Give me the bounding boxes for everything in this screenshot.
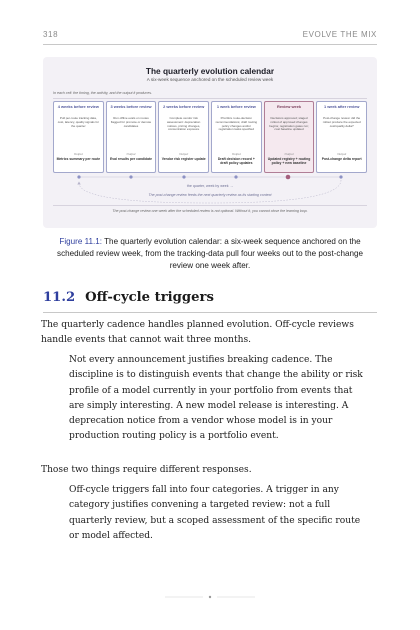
block-quote: Off-cycle triggers fall into four categories. A trigger in any category justifies convening a targeted review: not a full quarterly review, but a scoped assessment of the specific route or model affected. <box>69 485 361 541</box>
figure-footnote: The post-change review one week after the scheduled review is not optional. Without it, you cannot close the learning loop. <box>112 209 308 213</box>
step-timing: 4 weeks before review <box>57 104 99 109</box>
step-output: Updated registry + routing policy + new baseline <box>267 157 311 166</box>
timeline-dot-review <box>286 175 291 180</box>
figure-divider <box>53 205 367 206</box>
step-timing: 1 week after review <box>323 104 360 109</box>
block-quote: Not every announcement justifies breaking cadence. The discipline is to distinguish events that change the ability or risk profile of a model currently in your portfolio from events that are simply interesting. A new model release is interesting. A deprecation notice from a vendor whose model is in your production routing policy is a portfolio event. <box>69 355 363 442</box>
step-output: Vendor risk register update <box>161 157 206 161</box>
step-activity: Complete vendor risk assessment: deprecation notices, pricing changes, concentration exposure <box>167 116 201 132</box>
body-paragraph: Those two things require different responses. <box>41 465 252 475</box>
header-rule <box>43 44 377 45</box>
body-paragraph: The quarterly cadence handles planned evolution. Off-cycle reviews handle events that cannot wait three months. <box>41 320 354 346</box>
section-rule <box>43 312 377 313</box>
figure-title: The quarterly evolution calendar <box>145 66 275 76</box>
section-number: 11.2 <box>43 290 76 305</box>
timeline-dot <box>182 175 185 178</box>
end-ornament <box>165 594 255 600</box>
section-title: Off-cycle triggers <box>85 290 214 305</box>
step-activity: Post-change review: did the rollout produce the expected cost/quality delta? <box>322 116 361 128</box>
step-output: Eval results per candidate <box>109 157 153 161</box>
step-output-label: Output <box>337 152 347 156</box>
timeline-dot <box>234 175 237 178</box>
step-activity: Pull per-route tracking data, cost, latency, quality signals for the quarter <box>57 116 99 128</box>
step-timing: 3 weeks before review <box>110 104 152 109</box>
figure-label: Figure 11.1: <box>59 237 103 246</box>
caption-text: The quarterly evolution calendar: a six-week sequence anchored on the scheduled review week, from the tracking-data pull four weeks out to the post-change review one week after. <box>57 237 363 270</box>
step-activity: Run offline evals on routes flagged for promote or demote candidates <box>110 116 152 128</box>
step-timing: Review week <box>277 104 302 109</box>
step-output: Metrics summary per route <box>56 157 101 161</box>
step-output: Draft decision record + draft policy updates <box>217 157 255 166</box>
step-output-label: Output <box>284 152 294 156</box>
step-activity: Decisions approved; staged rollout of approved changes begins; registration gates run; cost baseline updated <box>269 116 309 132</box>
timeline-dot <box>339 175 342 178</box>
figure-subtitle: A six-week sequence anchored on the scheduled review week <box>146 77 274 82</box>
figure <box>43 57 377 228</box>
timeline-dot <box>129 175 132 178</box>
figure-caption <box>52 236 368 272</box>
running-header <box>43 27 377 41</box>
section-heading <box>43 290 214 305</box>
step-timing: 1 week before review <box>216 104 256 109</box>
timeline-dot <box>77 175 80 178</box>
step-output: Post-change delta report <box>321 157 362 161</box>
book-title: EVOLVE THE MIX <box>302 29 377 39</box>
step-output-label: Output <box>179 152 189 156</box>
timeline-note: the quarter, week by week → <box>186 184 234 188</box>
figure-intro: In each cell: the timing, the activity, and the output it produces. <box>53 91 153 95</box>
step-output-label: Output <box>73 152 83 156</box>
step-output-label: Output <box>231 152 241 156</box>
step-timing: 2 weeks before review <box>163 104 205 109</box>
timeline-graphic <box>43 57 377 228</box>
step-output-label: Output <box>126 152 136 156</box>
page-number: 318 <box>43 29 59 39</box>
step-activity: Prioritize route-decision recommendations; draft routing policy changes and/or registration tasks specified <box>215 116 258 132</box>
cycle-note: The post-change review feeds the next quarterly review as its starting context <box>148 193 272 197</box>
